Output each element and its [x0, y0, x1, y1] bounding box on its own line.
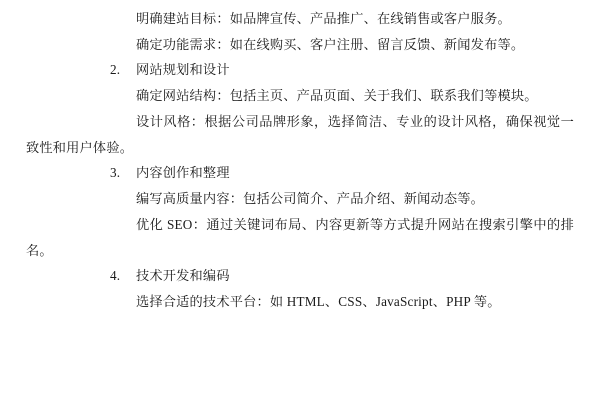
list-item-site-planning — [26, 57, 574, 83]
paragraph-goal: 明确建站目标：如品牌宣传、产品推广、在线销售或客户服务。 — [136, 11, 511, 26]
list-item-content-creation — [26, 160, 574, 186]
list-item-technical-development — [26, 263, 574, 289]
paragraph-function-requirements: 确定功能需求：如在线购买、客户注册、留言反馈、新闻发布等。 — [136, 36, 525, 52]
list-item-label: 技术开发和编码 — [136, 268, 230, 284]
paragraph-tech-platform: 选择合适的技术平台：如 HTML、CSS、JavaScript、PHP 等。 — [136, 294, 501, 310]
paragraph-design-style: 设计风格：根据公司品牌形象，选择简洁、专业的设计风格，确保视觉一致性和用户体验。 — [26, 113, 574, 155]
paragraph-seo-optimization: 优化 SEO：通过关键词布局、内容更新等方式提升网站在搜索引擎中的排名。 — [26, 216, 574, 258]
paragraph-quality-content: 编写高质量内容：包括公司简介、产品介绍、新闻动态等。 — [136, 191, 485, 207]
list-item-number: 2. — [110, 62, 121, 78]
document-body — [26, 6, 574, 315]
list-item-number: 4. — [110, 268, 121, 284]
list-item-label: 网站规划和设计 — [136, 62, 230, 78]
list-item-number: 3. — [110, 165, 121, 181]
list-item-label: 内容创作和整理 — [136, 165, 230, 181]
paragraph-site-structure: 确定网站结构：包括主页、产品页面、关于我们、联系我们等模块。 — [136, 88, 538, 104]
